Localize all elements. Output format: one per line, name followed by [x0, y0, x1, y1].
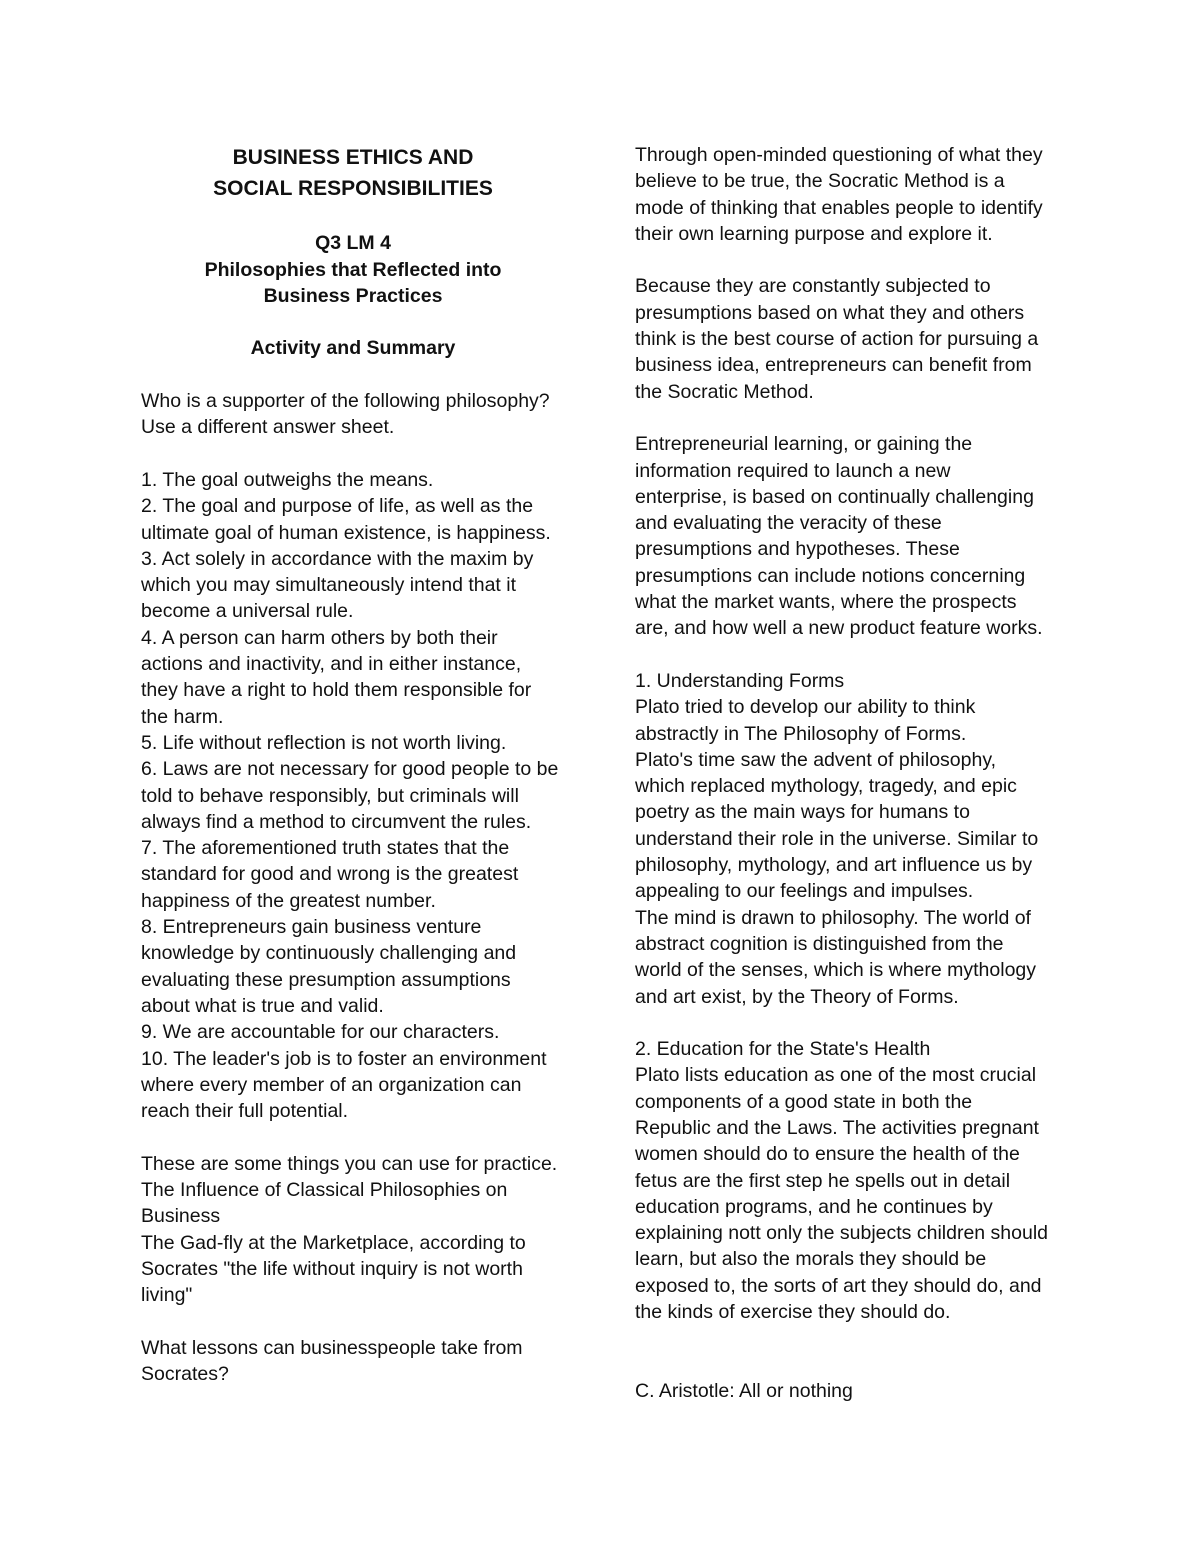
paragraph-line: Through open-minded questioning of what they	[635, 144, 1043, 166]
list-item: 9. We are accountable for our characters.	[141, 1021, 500, 1044]
list-item: evaluating these presumption assumptions	[141, 968, 511, 991]
paragraph-line: what the market wants, where the prospects	[635, 591, 1017, 614]
education-paragraph	[635, 1036, 1075, 1325]
practice-line: living"	[141, 1284, 193, 1307]
list-item: the harm.	[141, 705, 224, 728]
paragraph-line: components of a good state in both the	[635, 1090, 973, 1113]
paragraph-line: 2. Education for the State's Health	[635, 1038, 931, 1061]
list-item: 8. Entrepreneurs gain business venture	[141, 916, 482, 939]
lessons-question-line: Socrates?	[141, 1363, 229, 1386]
paragraph-line: enterprise, is based on continually challenging	[635, 485, 1034, 508]
paragraph-line: believe to be true, the Socratic Method is a	[635, 170, 1005, 193]
paragraph-line: presumptions can include notions concerning	[635, 564, 1026, 587]
paragraph-line: learn, but also the morals they should be	[635, 1248, 987, 1271]
document-header	[141, 142, 565, 362]
paragraph-line: abstractly in The Philosophy of Forms.	[635, 722, 967, 745]
document-title-line-1: BUSINESS ETHICS AND	[232, 146, 474, 169]
understanding-forms-paragraph	[635, 668, 1075, 1010]
practice-line: Business	[141, 1205, 221, 1228]
philosophy-items-list	[141, 467, 581, 1124]
paragraph-line: fetus are the first step he spells out in detail	[635, 1169, 1011, 1192]
list-item: happiness of the greatest number.	[141, 889, 436, 912]
paragraph-line: information required to launch a new	[635, 459, 951, 482]
list-item: told to behave responsibly, but criminals will	[141, 784, 519, 807]
list-item: ultimate goal of human existence, is happiness.	[141, 521, 551, 544]
paragraph-line: Plato tried to develop our ability to think	[635, 696, 976, 719]
list-item: knowledge by continuously challenging and	[141, 942, 517, 965]
paragraph-line: Because they are constantly subjected to	[635, 275, 991, 298]
list-item: 2. The goal and purpose of life, as well as the	[141, 495, 534, 518]
paragraph-line: and art exist, by the Theory of Forms.	[635, 985, 959, 1008]
paragraph-line: business idea, entrepreneurs can benefit from	[635, 354, 1032, 377]
list-item: 10. The leader's job is to foster an environment	[141, 1047, 547, 1070]
paragraph-line: their own learning purpose and explore it.	[635, 222, 993, 245]
paragraph-line: think is the best course of action for pursuing a	[635, 328, 1039, 351]
paragraph-line: philosophy, mythology, and art influence us by	[635, 854, 1033, 877]
paragraph-line: education programs, and he continues by	[635, 1195, 993, 1218]
paragraph-line: poetry as the main ways for humans to	[635, 801, 970, 824]
list-item: actions and inactivity, and in either instance,	[141, 653, 522, 676]
socratic-method-paragraph	[635, 142, 1075, 247]
list-item: where every member of an organization can	[141, 1073, 522, 1096]
paragraph-line: Plato lists education as one of the most crucial	[635, 1064, 1037, 1087]
paragraph-line: Republic and the Laws. The activities pregnant	[635, 1116, 1039, 1139]
lesson-title-line-1: Philosophies that Reflected into	[204, 258, 502, 281]
list-item: 4. A person can harm others by both their	[141, 626, 498, 649]
question-line: Who is a supporter of the following philosophy?	[141, 390, 550, 413]
paragraph-line: The mind is drawn to philosophy. The world of	[635, 906, 1031, 929]
practice-line: The Gad-fly at the Marketplace, according to	[141, 1231, 526, 1254]
activity-heading: Activity and Summary	[250, 337, 456, 360]
paragraph-line: presumptions based on what they and others	[635, 301, 1025, 324]
paragraph-line: the kinds of exercise they should do.	[635, 1301, 951, 1324]
paragraph-line: are, and how well a new product feature works.	[635, 617, 1043, 640]
paragraph-line: world of the senses, which is where mythology	[635, 959, 1037, 982]
list-item: 7. The aforementioned truth states that the	[141, 837, 510, 860]
paragraph-line: abstract cognition is distinguished from the	[635, 932, 1004, 955]
paragraph-line: the Socratic Method.	[635, 380, 814, 403]
practice-line: The Influence of Classical Philosophies on	[141, 1178, 508, 1201]
paragraph-line: 1. Understanding Forms	[635, 669, 845, 692]
list-item: 5. Life without reflection is not worth living.	[141, 731, 507, 754]
list-item: always find a method to circumvent the rules.	[141, 810, 532, 833]
list-item: reach their full potential.	[141, 1100, 349, 1123]
section-c-heading: C. Aristotle: All or nothing	[635, 1379, 853, 1402]
list-item: standard for good and wrong is the greatest	[141, 863, 519, 886]
paragraph-line: women should do to ensure the health of the	[635, 1143, 1020, 1166]
list-item: become a universal rule.	[141, 600, 354, 623]
document-title-line-2: SOCIAL RESPONSIBILITIES	[213, 177, 493, 200]
paragraph-line: explaining nott only the subjects children should	[635, 1222, 1049, 1245]
practice-line: Socrates "the life without inquiry is not worth	[141, 1257, 523, 1280]
lessons-question-paragraph	[141, 1335, 581, 1388]
lesson-title-line-2: Business Practices	[263, 284, 443, 307]
list-item: which you may simultaneously intend that it	[141, 574, 517, 597]
right-column	[635, 142, 1075, 1404]
list-item: they have a right to hold them responsible for	[141, 679, 532, 702]
paragraph-line: Plato's time saw the advent of philosophy,	[635, 748, 997, 771]
paragraph-line: exposed to, the sorts of art they should do, and	[635, 1274, 1042, 1297]
question-line: Use a different answer sheet.	[141, 416, 395, 439]
practice-paragraph	[141, 1151, 581, 1309]
lessons-question-line: What lessons can businesspeople take from	[141, 1336, 523, 1359]
paragraph-line: and evaluating the veracity of these	[635, 512, 942, 535]
paragraph-line: appealing to our feelings and impulses.	[635, 880, 974, 903]
paragraph-line: which replaced mythology, tragedy, and epic	[635, 775, 1017, 798]
list-item: about what is true and valid.	[141, 994, 384, 1017]
question-paragraph	[141, 388, 581, 441]
left-column	[141, 142, 581, 1387]
list-item: 3. Act solely in accordance with the maxim by	[141, 547, 534, 570]
paragraph-line: understand their role in the universe. Similar to	[635, 827, 1039, 850]
list-item: 1. The goal outweighs the means.	[141, 468, 434, 491]
paragraph-line: presumptions and hypotheses. These	[635, 538, 960, 561]
entrepreneurs-paragraph	[635, 273, 1075, 404]
list-item: 6. Laws are not necessary for good people to be	[141, 758, 559, 781]
paragraph-line: Entrepreneurial learning, or gaining the	[635, 433, 973, 456]
entrepreneurial-learning-paragraph	[635, 431, 1075, 641]
lesson-code: Q3 LM 4	[315, 232, 391, 255]
paragraph-line: mode of thinking that enables people to identify	[635, 196, 1043, 219]
practice-line: These are some things you can use for practice.	[141, 1152, 558, 1175]
